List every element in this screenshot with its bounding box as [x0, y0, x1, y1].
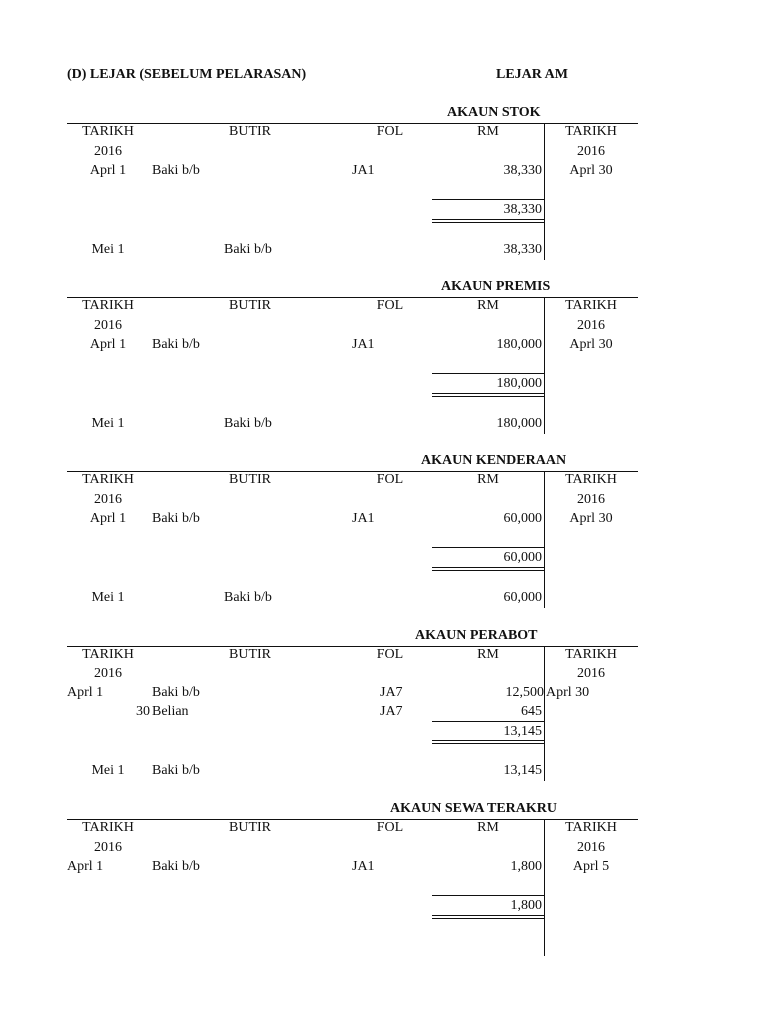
row-date: Aprl 1: [89, 511, 127, 526]
account-title: AKAUN PERABOT: [415, 628, 538, 643]
t-divider: [544, 820, 545, 956]
header-tarikh-right: TARIKH: [565, 124, 617, 139]
header-butir: BUTIR: [229, 472, 271, 487]
header-rule: [67, 123, 638, 124]
account-title: AKAUN KENDERAAN: [421, 453, 567, 468]
header-tarikh-right: TARIKH: [565, 298, 617, 313]
row-folio: JA7: [380, 704, 403, 719]
total-top-rule: [432, 547, 544, 548]
right-date: Aprl 30: [546, 685, 590, 700]
t-divider: [544, 647, 545, 781]
total-double-rule: [432, 393, 544, 397]
carry-date: Mei 1: [91, 590, 125, 605]
header-rm: RM: [477, 647, 499, 662]
document-title: (D) LEJAR (SEBELUM PELARASAN): [67, 67, 307, 82]
total-double-rule: [432, 567, 544, 571]
row-date: Aprl 1: [89, 163, 127, 178]
row-date: 30: [136, 704, 150, 719]
row-folio: JA1: [352, 859, 375, 874]
header-tarikh-right: TARIKH: [565, 820, 617, 835]
row-amount: 1,800: [510, 859, 542, 874]
right-date: Aprl 5: [572, 859, 610, 874]
right-date: Aprl 30: [569, 337, 613, 352]
row-date: Aprl 1: [89, 337, 127, 352]
row-folio: JA1: [352, 163, 375, 178]
header-rule: [67, 819, 638, 820]
header-butir: BUTIR: [229, 647, 271, 662]
header-tarikh: TARIKH: [82, 472, 134, 487]
header-fol: FOL: [376, 820, 404, 835]
row-amount: 645: [521, 704, 542, 719]
year-right: 2016: [577, 666, 605, 681]
total-top-rule: [432, 895, 544, 896]
year-right: 2016: [577, 144, 605, 159]
row-folio: JA1: [352, 511, 375, 526]
total-double-rule: [432, 219, 544, 223]
right-date: Aprl 30: [569, 163, 613, 178]
t-divider: [544, 298, 545, 434]
row-folio: JA7: [380, 685, 403, 700]
header-tarikh: TARIKH: [82, 820, 134, 835]
row-particulars: Baki b/b: [152, 511, 200, 526]
total-top-rule: [432, 373, 544, 374]
total-amount: 60,000: [503, 550, 542, 565]
total-amount: 180,000: [496, 376, 542, 391]
ledger-title: LEJAR AM: [496, 67, 568, 82]
row-amount: 180,000: [496, 337, 542, 352]
header-rm: RM: [477, 298, 499, 313]
carry-date: Mei 1: [91, 242, 125, 257]
year-left: 2016: [94, 318, 122, 333]
total-amount: 13,145: [503, 724, 542, 739]
header-rule: [67, 471, 638, 472]
account-title: AKAUN SEWA TERAKRU: [390, 801, 557, 816]
total-top-rule: [432, 721, 544, 722]
header-fol: FOL: [376, 472, 404, 487]
account-title: AKAUN PREMIS: [441, 279, 551, 294]
year-left: 2016: [94, 666, 122, 681]
row-particulars: Belian: [152, 704, 189, 719]
total-double-rule: [432, 915, 544, 919]
header-tarikh: TARIKH: [82, 647, 134, 662]
header-rm: RM: [477, 472, 499, 487]
carry-date: Mei 1: [91, 763, 125, 778]
row-particulars: Baki b/b: [152, 685, 200, 700]
header-rule: [67, 297, 638, 298]
header-rule: [67, 646, 638, 647]
year-right: 2016: [577, 840, 605, 855]
carry-amount: 13,145: [503, 763, 542, 778]
right-date: Aprl 30: [569, 511, 613, 526]
carry-amount: 38,330: [503, 242, 542, 257]
row-date: Aprl 1: [67, 859, 104, 874]
header-rm: RM: [477, 124, 499, 139]
header-fol: FOL: [376, 124, 404, 139]
row-amount: 38,330: [503, 163, 542, 178]
total-double-rule: [432, 740, 544, 744]
header-tarikh-right: TARIKH: [565, 647, 617, 662]
carry-particulars: Baki b/b: [224, 416, 272, 431]
carry-particulars: Baki b/b: [152, 763, 200, 778]
t-divider: [544, 472, 545, 608]
row-amount: 60,000: [503, 511, 542, 526]
header-tarikh: TARIKH: [82, 124, 134, 139]
total-amount: 1,800: [510, 898, 542, 913]
carry-particulars: Baki b/b: [224, 590, 272, 605]
header-fol: FOL: [376, 298, 404, 313]
header-butir: BUTIR: [229, 820, 271, 835]
header-tarikh-right: TARIKH: [565, 472, 617, 487]
year-right: 2016: [577, 492, 605, 507]
carry-particulars: Baki b/b: [224, 242, 272, 257]
total-top-rule: [432, 199, 544, 200]
header-tarikh: TARIKH: [82, 298, 134, 313]
year-right: 2016: [577, 318, 605, 333]
year-left: 2016: [94, 144, 122, 159]
row-date: Aprl 1: [67, 685, 104, 700]
year-left: 2016: [94, 492, 122, 507]
account-title: AKAUN STOK: [447, 105, 541, 120]
t-divider: [544, 124, 545, 260]
header-butir: BUTIR: [229, 298, 271, 313]
carry-amount: 180,000: [496, 416, 542, 431]
carry-date: Mei 1: [91, 416, 125, 431]
total-amount: 38,330: [503, 202, 542, 217]
row-folio: JA1: [352, 337, 375, 352]
row-amount: 12,500: [505, 685, 544, 700]
row-particulars: Baki b/b: [152, 163, 200, 178]
row-particulars: Baki b/b: [152, 859, 200, 874]
row-particulars: Baki b/b: [152, 337, 200, 352]
header-fol: FOL: [376, 647, 404, 662]
header-rm: RM: [477, 820, 499, 835]
header-butir: BUTIR: [229, 124, 271, 139]
carry-amount: 60,000: [503, 590, 542, 605]
year-left: 2016: [94, 840, 122, 855]
